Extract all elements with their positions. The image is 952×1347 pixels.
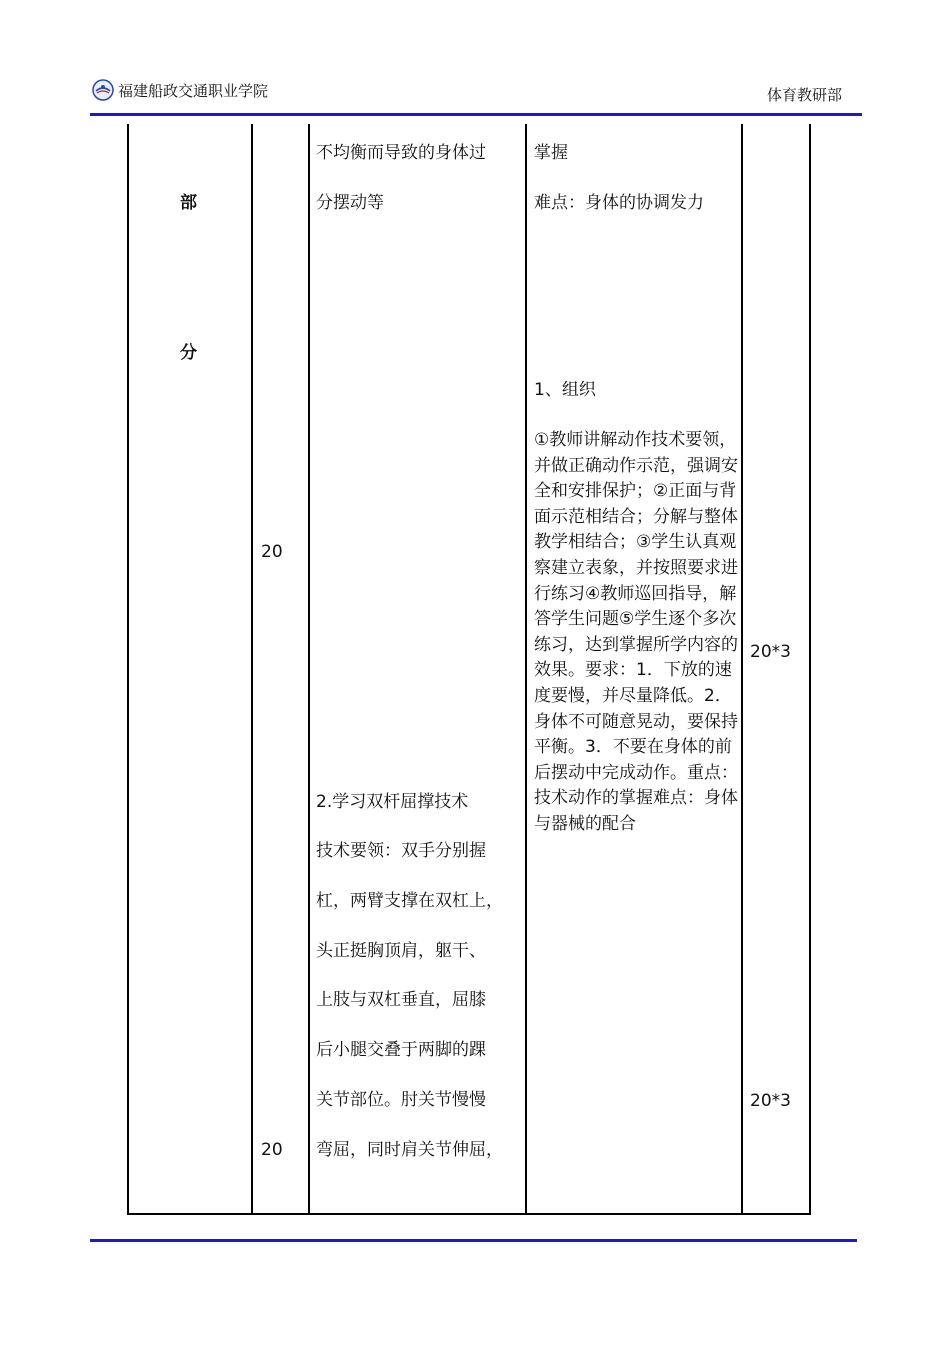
time-value-1: 20 xyxy=(261,542,283,562)
section-char-2: 分 xyxy=(180,343,197,363)
content-line: 不均衡而导致的身体过 xyxy=(316,143,486,163)
table-border-right xyxy=(809,124,811,1215)
content-line: 后小腿交叠于两脚的踝 xyxy=(316,1040,486,1060)
table-divider-4 xyxy=(741,124,743,1215)
method-line: 掌握 xyxy=(534,143,568,163)
footer-rule xyxy=(90,1239,857,1242)
table-border-left xyxy=(127,124,129,1215)
header-rule xyxy=(90,113,862,116)
content-line: 关节部位。肘关节慢慢 xyxy=(316,1090,486,1110)
table-border-bottom xyxy=(127,1213,811,1215)
difficulty-note: 难点：身体的协调发力 xyxy=(534,193,704,213)
content-line: 上肢与双杠垂直，屈膝 xyxy=(316,990,486,1010)
page-header-left xyxy=(92,76,268,104)
school-emblem-icon xyxy=(92,79,114,101)
section-char-1: 部 xyxy=(180,193,197,213)
department-name: 体育教研部 xyxy=(766,86,842,104)
table-divider-2 xyxy=(308,124,310,1215)
table-divider-3 xyxy=(525,124,527,1215)
time-value-2: 20 xyxy=(261,1140,283,1160)
content-line: 技术要领：双手分别握 xyxy=(316,841,486,861)
content-line: 头正挺胸顶肩，躯干、 xyxy=(316,941,486,961)
content-line: 分摆动等 xyxy=(316,193,384,213)
content-item-title: 2.学习双杆屈撑技术 xyxy=(316,792,469,812)
reps-value-2: 20*3 xyxy=(750,1091,791,1111)
organize-title: 1、组织 xyxy=(534,380,596,400)
organize-text: ①教师讲解动作技术要领，并做正确动作示范，强调安全和安排保护；②正面与背面示范相结合；分解与整体教学相结合；③学生认真观察建立表象，并按照要求进行练习④教师巡回指导，解答学生问题⑤学生逐个多次练习，达到掌握所学内容的效果。要求：1．下放的速度要慢，并尽量降低。2．身体不可随意晃动，要保持平衡。3．不要在身体的前后摆动中完成动作。重点：技术动作的掌握难点：身体与器械的配合 xyxy=(534,430,738,834)
content-line: 弯屈，同时肩关节伸屈， xyxy=(316,1140,503,1160)
content-line: 杠，两臂支撑在双杠上， xyxy=(316,891,503,911)
table-divider-1 xyxy=(251,124,253,1215)
institution-name: 福建船政交通职业学院 xyxy=(118,81,269,100)
reps-value-1: 20*3 xyxy=(750,642,791,662)
